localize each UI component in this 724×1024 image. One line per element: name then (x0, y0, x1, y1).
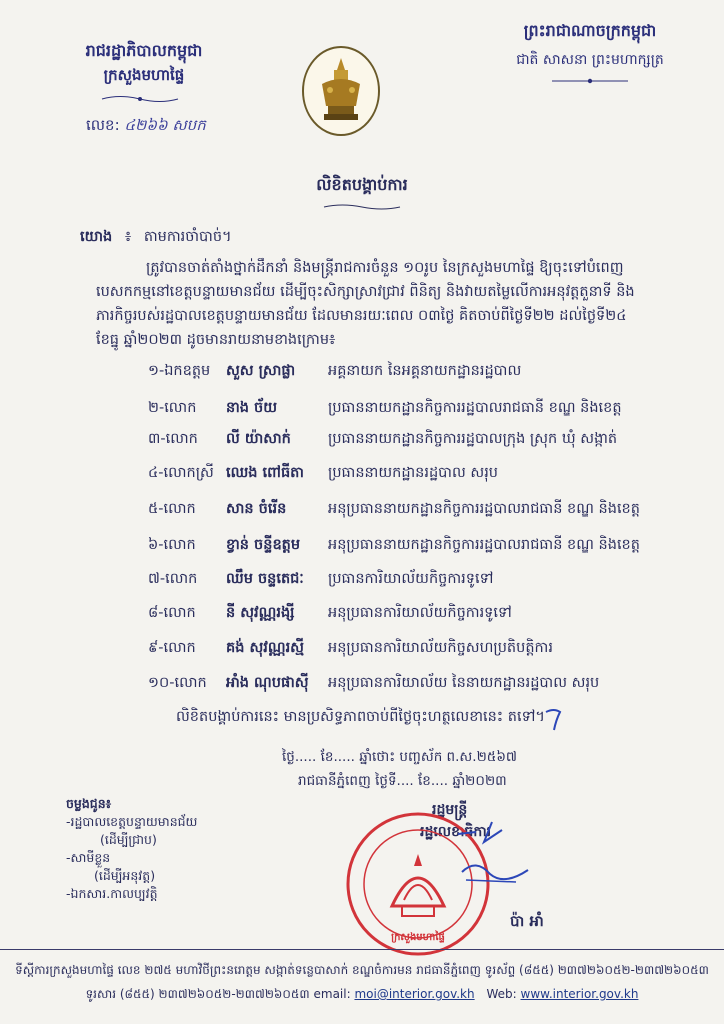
subject-line (80, 228, 232, 249)
web-label: Web: (486, 987, 517, 1001)
member-name: ឈឹម ចន្ទតេជៈ (226, 571, 304, 587)
member-position: អនុប្រធាននាយកដ្ឋានកិច្ចការរដ្ឋបាលរាជធានី ខណ្ឌ និងខេត្ត (328, 537, 640, 553)
royal-emblem (300, 44, 382, 138)
member-name: នី សុវណ្ណរង្សី (226, 605, 295, 621)
member-index: ៥-លោក (148, 501, 196, 517)
member-row (0, 604, 724, 632)
reference-line (86, 116, 206, 138)
ministry-top: រាជរដ្ឋាភិបាលកម្ពុជា (85, 41, 203, 60)
ministry-name: ក្រសួងមហាផ្ទៃ (103, 66, 185, 84)
member-row (0, 674, 724, 702)
member-name: គង់ សុវណ្ណរស្មី (226, 640, 304, 656)
member-name: ឈេង ពៅធីតា (226, 465, 304, 481)
member-row (0, 639, 724, 667)
national-motto: ជាតិ សាសនា ព្រះមហាក្សត្រ (516, 52, 664, 68)
member-position: អនុប្រធានការិយាល័យ នៃនាយកដ្ឋានរដ្ឋបាល សរុប (328, 675, 600, 691)
member-position: អនុប្រធានការិយាល័យកិច្ចការទូទៅ (328, 605, 512, 621)
footer-contact (0, 986, 724, 1004)
ornament-divider-left (100, 94, 180, 104)
title-ornament (320, 202, 404, 212)
member-index: ៣-លោក (148, 431, 198, 447)
member-row (0, 500, 724, 528)
body-paragraph: ត្រូវបានចាត់តាំងថ្នាក់ដឹកនាំ និងមន្ត្រីរាជការចំនួន ១០រូប នៃក្រសួងមហាផ្ទៃ ឱ្យចុះទៅបំពេញបេសកកម្មនៅខេត្តបន្ទាយមានជ័យ ដើម្បីចុះសិក្សាស្រាវជ្រាវ ពិនិត្យ និងវាយតម្លៃលើការអនុវត្តតួនាទី និងភារកិច្ចរបស់រដ្ឋបាលខេត្តបន្ទាយមានជ័យ ដែលមានរយៈពេល ០៣ថ្ងៃ គិតចាប់ពីថ្ងៃទី២២ ដល់ថ្ងៃទី២៤ ខែធ្នូ ឆ្នាំ២០២៣ ដូចមានរាយនាមខាងក្រោម៖ (96, 260, 635, 348)
footer-divider (0, 949, 724, 950)
member-name: លី យ៉ាសាក់ (226, 431, 291, 447)
footer-fax: ទូរសារ (៨៥៥) ២៣៧២៦០៥២-២៣៧២៦០៥៣ email: (85, 987, 351, 1001)
validity-statement: លិខិតបង្គាប់ការនេះ មានប្រសិទ្ធភាពចាប់ពីថ្ងៃចុះហត្ថលេខានេះ តទៅ។ (176, 709, 545, 725)
signatory-name: ប៉ា អាំ (510, 912, 544, 930)
lunar-date: ថ្ងៃ..... ខែ..... ឆ្នាំថោះ បញ្ចស័ក ព.ស.២៥៦៧ (282, 749, 517, 765)
cc-item: -សាមីខ្លួន (66, 850, 111, 865)
member-position: អគ្គនាយក នៃអគ្គនាយកដ្ឋានរដ្ឋបាល (328, 363, 522, 379)
member-position: អនុប្រធានការិយាល័យកិច្ចសហប្រតិបត្តិការ (328, 640, 553, 656)
place-date: រាជធានីភ្នំពេញ ថ្ងៃទី.... ខែ.... ឆ្នាំ២០២៣ (298, 773, 507, 789)
member-index: ១០-លោក (148, 675, 207, 691)
cc-item: -ឯកសារ.កាលប្បវត្តិ (66, 886, 158, 901)
document-title: លិខិតបង្គាប់ការ (316, 175, 408, 194)
member-index: ៤-លោកស្រី (148, 465, 214, 481)
kingdom-title: ព្រះរាជាណាចក្រកម្ពុជា (523, 21, 657, 40)
member-row (0, 570, 724, 598)
signatory-title-minister: រដ្ឋមន្ត្រី (432, 802, 468, 818)
member-index: ៧-លោក (148, 571, 198, 587)
ornament-divider-right (550, 76, 630, 86)
signatory-title-secretary: រដ្ឋលេខាធិការ (420, 824, 492, 840)
handwritten-signature (456, 812, 546, 892)
cc-item: (ដើម្បីជ្រាប) (100, 832, 157, 847)
subject-text: តាមការចាំបាច់។ (143, 229, 232, 245)
member-row (0, 430, 724, 458)
member-index: ៨-លោក (148, 605, 196, 621)
member-name: ខ្វាន់ ចន្ទីឧត្តម (226, 537, 301, 553)
reference-number: ៤២៦៦ សបក (124, 116, 206, 134)
member-position: ប្រធានការិយាល័យកិច្ចការទូទៅ (328, 571, 494, 587)
member-name: អាំង ណុបផាស៊ី (226, 675, 309, 691)
member-position: ប្រធាននាយកដ្ឋានកិច្ចការរដ្ឋបាលរាជធានី ខណ្ឌ និងខេត្ត (328, 400, 622, 416)
member-row (0, 464, 724, 492)
footer-address: ទីស្តីការក្រសួងមហាផ្ទៃ លេខ ២៧៥ មហាវិថីព្រះនរោត្តម សង្កាត់ទន្លេបាសាក់ ខណ្ឌចំការមន រាជធានីភ្នំពេញ ទូរស័ព្ទ (៨៥៥) ២៣៧២៦០៥២-២៣៧២៦០៥៣ (15, 963, 709, 977)
member-row (0, 362, 724, 390)
member-position: ប្រធាននាយកដ្ឋានរដ្ឋបាល សរុប (328, 465, 498, 481)
cc-heading: ចម្លងជូន៖ (66, 796, 112, 811)
member-position: ប្រធាននាយកដ្ឋានកិច្ចការរដ្ឋបាលក្រុង ស្រុក ឃុំ សង្កាត់ (328, 431, 618, 447)
member-name: នាង ច័យ (226, 400, 278, 416)
member-index: ៩-លោក (148, 640, 196, 656)
reference-label: លេខ: (86, 116, 120, 134)
member-row (0, 536, 724, 564)
member-row (0, 399, 724, 427)
member-index: ១-ឯកឧត្តម (148, 363, 211, 379)
email-link[interactable]: moi@interior.gov.kh (354, 987, 475, 1001)
cc-item: (ដើម្បីអនុវត្ត) (94, 868, 156, 883)
subject-colon: ៖ (124, 229, 132, 245)
member-index: ២-លោក (148, 400, 197, 416)
member-name: សាន ចំរើន (226, 501, 287, 517)
member-position: អនុប្រធាននាយកដ្ឋានកិច្ចការរដ្ឋបាលរាជធានី ខណ្ឌ និងខេត្ត (328, 501, 640, 517)
subject-label: យោង (80, 229, 113, 245)
member-index: ៦-លោក (148, 537, 196, 553)
member-name: សួស ស្រាផ្លា (226, 363, 296, 379)
handwritten-mark (542, 706, 566, 732)
cc-item: -រដ្ឋបាលខេត្តបន្ទាយមានជ័យ (66, 814, 198, 829)
seal-text: ក្រសួងមហាផ្ទៃ (391, 932, 445, 943)
website-link[interactable]: www.interior.gov.kh (520, 987, 639, 1001)
